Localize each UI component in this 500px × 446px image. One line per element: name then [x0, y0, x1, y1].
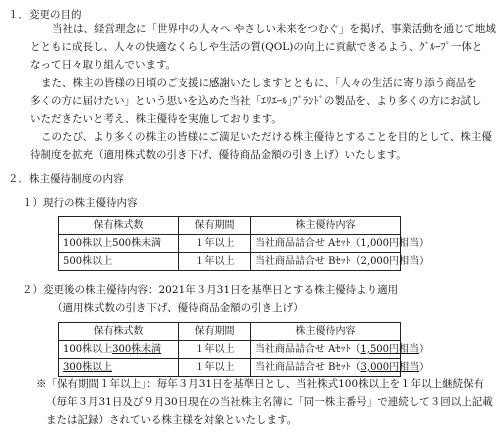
cell-period: １年以上: [179, 235, 251, 253]
header-shares: 保有株式数: [59, 323, 179, 341]
table-row: [59, 235, 401, 253]
text-line: ※「保有期間１年以上」：毎年３月31日を基準日とし、当社株式100株以上を１年以上継続保有: [36, 378, 485, 390]
section-2-heading: ２．株主優待制度の内容: [8, 173, 124, 185]
text-line: （毎年３月31日及び９月30日現在の当社株主名簿に「同一株主番号」で連続して３回以上記載: [46, 396, 493, 408]
content-suffix: ）: [419, 361, 430, 373]
text-line: または記録）されている株主様を対象といたします。: [46, 414, 298, 426]
cell-content: 当社商品詰合せ Bｾｯﾄ（2,000円相当）: [251, 253, 401, 271]
text-line: このたび、より多くの株主の皆様にご満足いただける株主優待とすることを目的として、株主優: [41, 131, 492, 143]
table-header-row: [59, 217, 401, 235]
content-changed-value: 3,000円相当: [360, 361, 420, 373]
changed-benefits-table: [58, 322, 430, 377]
table-header-row: [59, 323, 401, 341]
cell-period: １年以上: [179, 253, 251, 271]
purpose-paragraph-2: [30, 74, 482, 128]
table-row: [59, 253, 401, 271]
cell-shares: [59, 359, 179, 377]
shares-changed: 300株未満: [112, 343, 162, 355]
shares-prefix: 100株以上: [63, 343, 113, 355]
changed-benefits-title: ２）変更後の株主優待内容：2021年３月31日を基準日とする株主優待より適用: [22, 284, 399, 296]
cell-content: [251, 359, 430, 377]
holding-period-note: [36, 375, 493, 429]
text-line: いただきたいと考え、株主優待を実施しております。: [30, 113, 282, 125]
text-line: なって日々取り組んでいます。: [30, 59, 177, 71]
cell-content: [251, 341, 430, 359]
cell-shares: 100株以上500株未満: [59, 235, 179, 253]
content-suffix: ）: [419, 343, 430, 355]
text-line: 多くの方に届けたい」という思いを込めた当社「ｴﾘｴｰﾙ｣ﾌﾞﾗﾝﾄﾞの製品を、より多くの方にお試し: [30, 95, 482, 107]
header-content: 株主優待内容: [251, 217, 401, 235]
current-benefits-table: [58, 216, 430, 271]
section-1-heading: １．変更の目的: [8, 9, 82, 21]
text-line: 待制度を拡充（適用株式数の引き下げ、優待商品金額の引き上げ）いたします。: [30, 149, 407, 161]
content-prefix: 当社商品詰合せ Bｾｯﾄ（: [255, 361, 361, 373]
changed-benefits-subtitle: （適用株式数の引き下げ、優待商品金額の引き上げ）: [52, 302, 304, 314]
table-row: [59, 359, 401, 377]
header-shares: 保有株式数: [59, 217, 179, 235]
text-line: 当社は、経営理念に「世界中の人々へ やさしい未来をつむぐ」を掲げ、事業活動を通じて地域: [52, 23, 496, 35]
header-period: 保有期間: [179, 323, 251, 341]
current-benefits-title: １）現行の株主優待内容: [22, 197, 138, 209]
shares-changed: 300株以上: [63, 361, 113, 373]
content-prefix: 当社商品詰合せ Aｾｯﾄ（: [255, 343, 361, 355]
purpose-paragraph-3: [30, 128, 492, 164]
table-row: [59, 341, 401, 359]
cell-period: １年以上: [179, 341, 251, 359]
header-period: 保有期間: [179, 217, 251, 235]
cell-content: 当社商品詰合せ Aｾｯﾄ（1,000円相当）: [251, 235, 401, 253]
cell-shares: [59, 341, 179, 359]
header-content: 株主優待内容: [251, 323, 401, 341]
text-line: とともに成長し、人々の快適なくらしや生活の質(QOL)の向上に貢献できるよう、ｸﾞﾙｰﾌﾟ一体と: [30, 41, 483, 53]
cell-shares: 500株以上: [59, 253, 179, 271]
text-line: また、株主の皆様の日頃のご支援に感謝いたしますとともに、「人々の生活に寄り添う商品を: [41, 77, 477, 89]
content-changed-value: 1,500円相当: [360, 343, 420, 355]
cell-period: １年以上: [179, 359, 251, 377]
purpose-paragraph-1: [30, 20, 496, 74]
